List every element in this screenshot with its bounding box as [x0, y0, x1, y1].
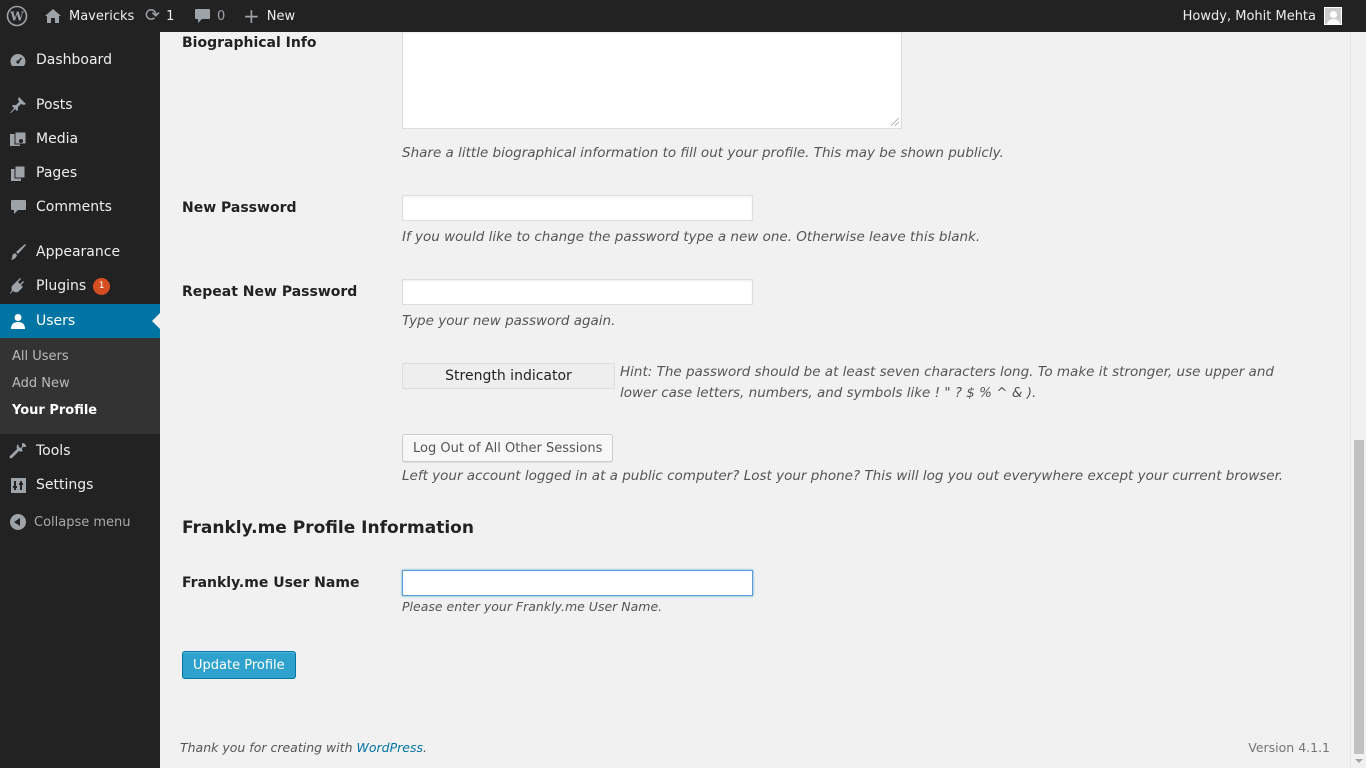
repeat-password-label: Repeat New Password	[182, 284, 358, 300]
pin-icon	[0, 96, 36, 114]
bio-textarea[interactable]	[402, 32, 902, 129]
comment-bubble-icon	[194, 8, 211, 24]
updates-icon: ⟳	[145, 5, 161, 26]
avatar-icon	[1324, 7, 1342, 25]
sidebar-item-appearance[interactable]	[0, 235, 160, 269]
sidebar-label-plugins: Plugins	[36, 278, 87, 294]
howdy-text: Howdy, Mohit Mehta	[1182, 8, 1316, 24]
sidebar-label-dashboard: Dashboard	[36, 52, 112, 68]
sidebar-item-users[interactable]	[0, 304, 160, 338]
wordpress-link[interactable]: WordPress	[356, 740, 423, 755]
page-scrollbar[interactable]	[1350, 32, 1366, 768]
footer-version: Version 4.1.1	[1248, 740, 1330, 755]
profile-form	[160, 32, 1350, 768]
dashboard-icon	[0, 52, 36, 68]
wrench-icon	[0, 442, 36, 460]
submenu-all-users[interactable]: All Users	[12, 349, 69, 364]
bio-description: Share a little biographical information to fill out your profile. This may be shown publicly.	[402, 145, 1004, 161]
submenu-add-new[interactable]: Add New	[12, 376, 70, 391]
update-profile-button[interactable]: Update Profile	[182, 651, 296, 679]
brush-icon	[0, 243, 36, 261]
admin-sidebar	[0, 32, 160, 768]
sidebar-label-posts: Posts	[36, 97, 73, 113]
sidebar-label-appearance: Appearance	[36, 244, 121, 260]
sidebar-item-comments[interactable]	[0, 190, 160, 224]
user-icon	[0, 313, 36, 329]
scroll-down-arrow-icon[interactable]	[1355, 759, 1363, 763]
updates-count: 1	[166, 8, 175, 24]
media-icon	[0, 131, 36, 148]
svg-text:W: W	[10, 9, 24, 24]
home-icon	[44, 8, 62, 24]
new-password-input[interactable]	[402, 195, 753, 221]
sidebar-item-settings[interactable]	[0, 468, 160, 502]
logout-other-sessions-button[interactable]: Log Out of All Other Sessions	[402, 434, 613, 462]
sidebar-label-tools: Tools	[36, 443, 71, 459]
frankly-section-title: Frankly.me Profile Information	[182, 518, 474, 538]
bio-label: Biographical Info	[182, 35, 317, 51]
strength-indicator: Strength indicator	[402, 363, 615, 389]
password-hint: Hint: The password should be at least seven characters long. To make it stronger, use upper and lower case letters, numbers, and symbols like ! " ? $ % ^ & ).	[620, 364, 1274, 401]
admin-bar	[0, 0, 1366, 32]
footer-thanks-suffix: .	[423, 740, 427, 755]
sidebar-label-media: Media	[36, 131, 79, 147]
comment-icon	[0, 199, 36, 215]
sidebar-item-plugins[interactable]	[0, 269, 160, 303]
scrollbar-thumb[interactable]	[1354, 440, 1364, 754]
sidebar-item-tools[interactable]	[0, 434, 160, 468]
pages-icon	[0, 165, 36, 182]
repeat-password-description: Type your new password again.	[402, 313, 616, 329]
collapse-menu-label: Collapse menu	[34, 514, 131, 530]
sidebar-item-dashboard[interactable]	[0, 43, 160, 77]
settings-icon	[0, 477, 36, 494]
updates-link[interactable]	[145, 0, 174, 32]
sidebar-label-users: Users	[36, 313, 76, 329]
sidebar-item-pages[interactable]	[0, 156, 160, 190]
wordpress-logo-icon[interactable]	[6, 0, 28, 32]
collapse-menu-button[interactable]	[0, 508, 160, 536]
sidebar-item-posts[interactable]	[0, 88, 160, 122]
plugins-update-badge: 1	[93, 278, 110, 295]
plus-icon: +	[243, 4, 260, 28]
submenu-your-profile[interactable]: Your Profile	[12, 403, 98, 418]
my-account-link[interactable]	[1183, 0, 1342, 32]
footer-thanks-prefix: Thank you for creating with	[180, 740, 357, 755]
footer-thanks	[180, 740, 427, 755]
sidebar-label-pages: Pages	[36, 165, 78, 181]
site-name-link[interactable]	[44, 0, 134, 32]
frankly-username-input[interactable]	[402, 570, 753, 596]
comments-link[interactable]	[194, 0, 225, 32]
comments-count: 0	[217, 8, 226, 24]
new-password-description: If you would like to change the password type a new one. Otherwise leave this blank.	[402, 229, 981, 245]
repeat-password-input[interactable]	[402, 279, 753, 305]
frankly-username-label: Frankly.me User Name	[182, 575, 360, 591]
logout-description: Left your account logged in at a public computer? Lost your phone? This will log you out everywhere except your current browser.	[402, 468, 1284, 484]
new-content-link[interactable]	[243, 0, 295, 32]
site-name: Mavericks	[69, 8, 135, 24]
plug-icon	[0, 277, 36, 295]
collapse-arrow-icon	[10, 514, 26, 530]
sidebar-label-settings: Settings	[36, 477, 94, 493]
new-password-label: New Password	[182, 200, 297, 216]
sidebar-item-media[interactable]	[0, 122, 160, 156]
new-label: New	[266, 8, 296, 24]
frankly-username-description: Please enter your Frankly.me User Name.	[402, 599, 663, 614]
users-submenu	[0, 338, 160, 434]
sidebar-label-comments: Comments	[36, 199, 112, 215]
